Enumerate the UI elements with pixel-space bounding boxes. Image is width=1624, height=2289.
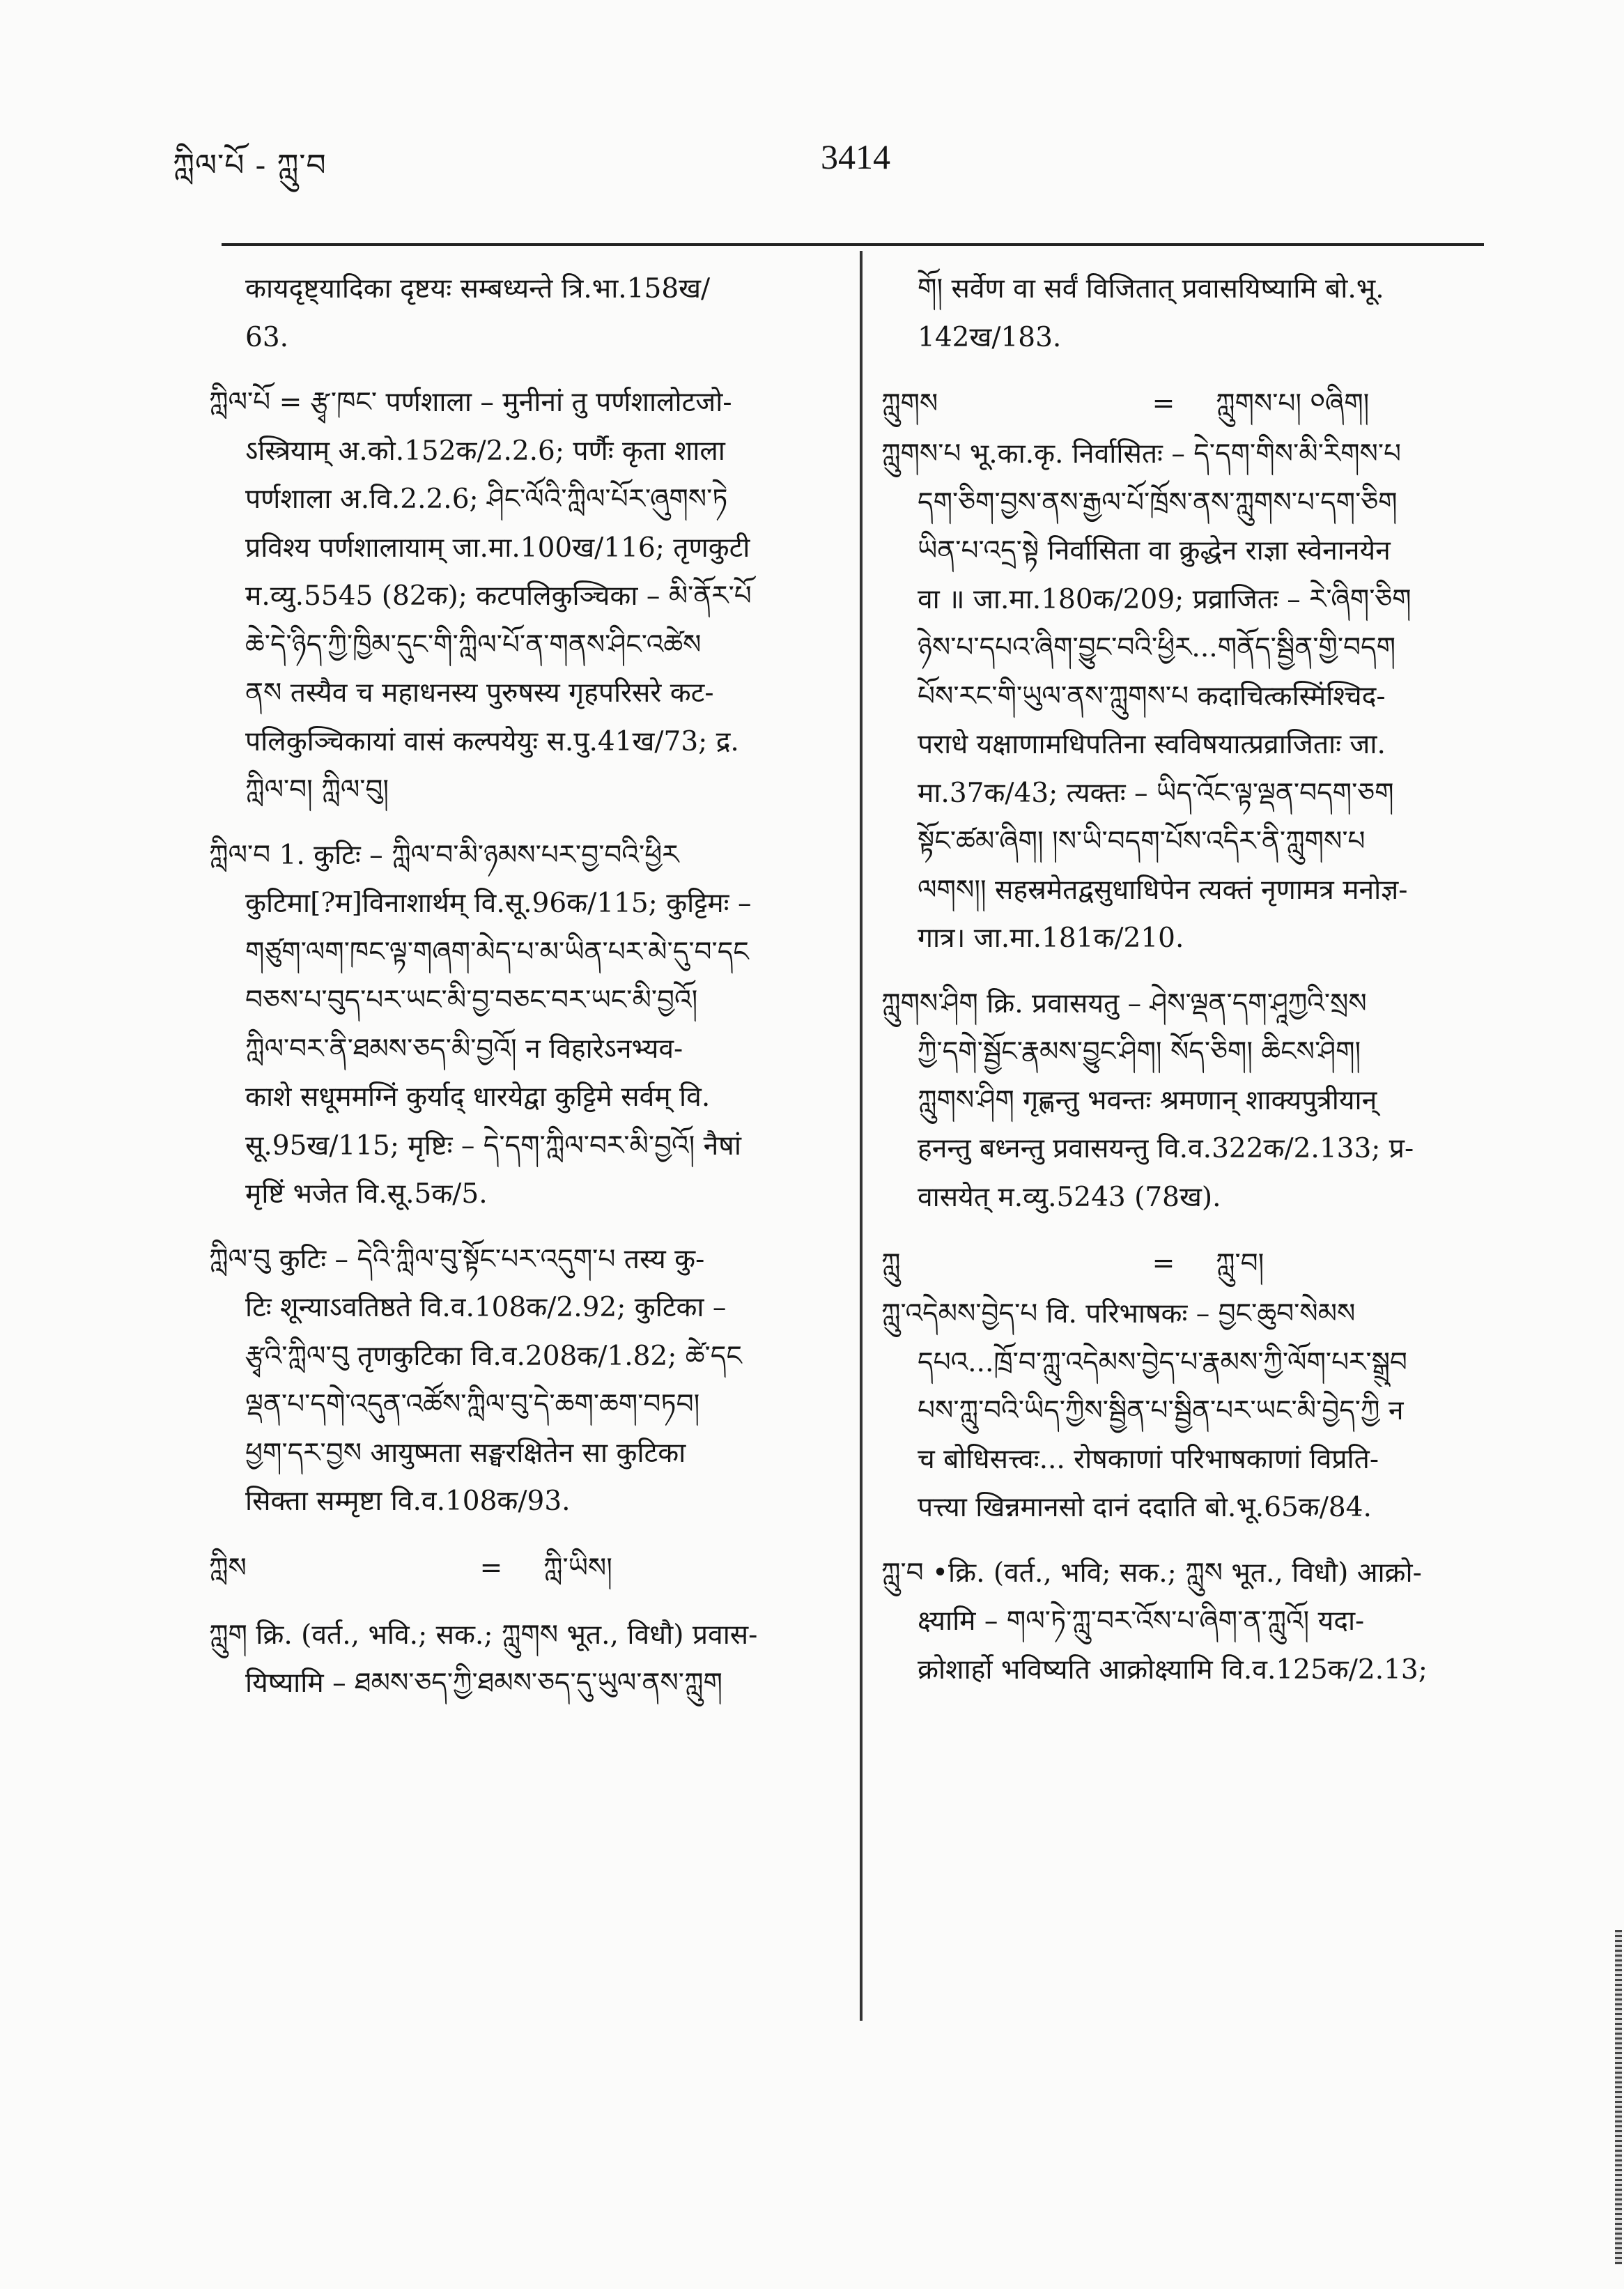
- text-line: ཉེས་པ་དཔའ་ཞིག་བྱུང་བའི་ཕྱིར...གནོད་སྦྱིན་གྱི་བདག: [918, 632, 1396, 663]
- text-line: क्ष्यामि – གལ་ཏེ་ཀླུ་བར་འོས་པ་ཞིག་ན་ཀླུའོ། यदा-: [918, 1605, 1365, 1637]
- text-line: प्रविश्य पर्णशालायाम् जा.मा.100ख/116; तृणकुटी: [245, 532, 750, 564]
- text-line: कुटिमा[?म]विनाशार्थम् वि.सू.96क/115; कुट्टिमः –: [245, 888, 752, 919]
- text-line: 142ख/183.: [918, 321, 1062, 353]
- entry-headword-line: ཀླིལ་བུ कुटिः – དེའི་ཀླིལ་བུ་སྟོང་པར་འདུག་པ तस्य कु-: [209, 1243, 705, 1275]
- text-line: དཔའ...ཁྲོ་བ་ཀླུ་འདེམས་བྱེད་པ་རྣམས་ཀྱི་ལོག་པར་སྒྲུབ: [918, 1346, 1407, 1378]
- text-line: ཡིན་པ་འདྲ་སྟེ निर्वासिता वा क्रुद्धेन राज्ञा स्वेनानयेन: [918, 535, 1391, 567]
- text-line: क्रोशार्हो भविष्यति आक्रोक्ष्यामि वि.व.125क/2.13;: [918, 1654, 1428, 1686]
- text-line: वासयेत् म.व्यु.5243 (78ख).: [918, 1181, 1221, 1213]
- cross-reference-line: [881, 1238, 1487, 1290]
- entry-headword-line: ཀླིལ་པོ = རྩྭ་ཁང་ पर्णशाला – मुनीनां तु पर्णशालोटजो-: [209, 387, 732, 418]
- text-line: པས་ཀླུ་བའི་ཡིད་ཀྱིས་སྦྱིན་པ་སྦྱིན་པར་ཡང་མི་བྱེད་ཀྱི न: [918, 1395, 1404, 1426]
- text-line: च बोधिसत्त्वः... रोषकाणां परिभाषकाणां विप्रति-: [918, 1443, 1379, 1475]
- page-number: 3414: [821, 137, 890, 176]
- text-line: ལྡན་པ་དགེ་འདུན་འཚོས་ཀླིལ་བུ་དེ་ཆག་ཆག་བཏབ།: [245, 1389, 700, 1420]
- entry-headword-line: ཀླུགས་ཤིག क्रि. प्रवासयतु – ཤེས་ལྡན་དག་ཤཱཀྱའི་སྲས: [881, 987, 1367, 1019]
- text-line: རྩྭའི་ཀླིལ་བུ तृणकुटिका वि.व.208क/1.82; ཚེ་དང: [245, 1340, 742, 1372]
- text-line: ནས तस्यैव च महाधनस्य पुरुषस्य गृहपरिसरे कट-: [245, 677, 714, 709]
- cross-reference-line: [881, 378, 1487, 430]
- entry-headword: ཀླིས: [209, 1552, 247, 1584]
- text-line: म.व्यु.5545 (82क); कटपलिकुञ्चिका – མི་ནོར་པོ: [245, 580, 752, 612]
- text-line: ལགས།། सहस्रमेतद्वसुधाधिपेन त्यक्तं नृणामत्र मनोज्ञ-: [918, 874, 1408, 906]
- cross-reference-target: ཀླུགས་པ། ༠ཞིག།: [1216, 388, 1370, 419]
- running-header: ཀླིལ་པོ - ཀླུ་བ: [173, 148, 327, 183]
- cross-reference-target: ཀླུ་བ།: [1216, 1248, 1265, 1279]
- entry-headword-line: ཀླུ་འདེམས་བྱེད་པ वि. परिभाषकः – བྱང་ཆུབ་སེམས: [881, 1298, 1356, 1330]
- right-column: [881, 265, 1487, 1694]
- text-line: पत्त्या खिन्नमानसो दानं ददाति बो.भू.65क/84.: [918, 1492, 1372, 1523]
- text-line: བཅས་པ་བུད་པར་ཡང་མི་བྱ་བཅང་བར་ཡང་མི་བྱའོ།: [245, 985, 698, 1016]
- text-line: དག་ཅིག་བྱས་ནས་རྒྱལ་པོ་ཁྲོས་ནས་ཀླུགས་པ་དག་ཅིག: [918, 486, 1398, 518]
- text-line: सिक्ता सम्मृष्टा वि.व.108क/93.: [245, 1486, 571, 1517]
- text-line: གཙུག་ལག་ཁང་ལྟ་གཞག་མེད་པ་མ་ཡིན་པར་མེ་དུ་བ་དང: [245, 936, 749, 968]
- text-line: ཆེ་དེ་ཉིད་ཀྱི་ཁྱིམ་དུང་གི་ཀླིལ་པོ་ན་གནས་ཤིང་འཚེས: [245, 629, 702, 661]
- text-line: གོ། सर्वेण वा सर्वं विजितात् प्रवासयिष्यामि बो.भू.: [918, 273, 1384, 305]
- text-line: यिष्यामि – ཐམས་ཅད་ཀྱི་ཐམས་ཅད་དུ་ཡུལ་ནས་ཀླུག: [245, 1667, 722, 1699]
- text-line: 63.: [245, 321, 289, 353]
- text-line: སྟོང་ཚམ་ཞིག། །ས་ཡི་བདག་པོས་འདིར་ནི་ཀླུགས་པ: [918, 826, 1366, 857]
- text-line: काशे सधूममग्निं कुर्याद् धारयेद्वा कुट्टिमे सर्वम् वि.: [245, 1081, 711, 1113]
- entry-headword-line: ཀླུག क्रि. (वर्त., भवि.; सक.; ཀླུགས भूत., विधौ) प्रवास-: [209, 1619, 758, 1651]
- text-line: मा.37क/43; त्यक्तः – ཡིད་འོང་ལྟ་ལྡན་བདག་ཅག: [918, 777, 1394, 809]
- text-line: सू.95ख/115; मृष्टिः – དེ་དག་ཀླིལ་བར་མི་བྱའོ། नैषां: [245, 1130, 741, 1162]
- equals-sign: =: [1152, 388, 1175, 419]
- entry-headword-line: ཀླུགས་པ भू.का.कृ. निर्वासितः – དེ་དག་གིས་མི་རིགས་པ: [881, 438, 1402, 470]
- text-line: वा ॥ जा.मा.180क/209; प्रव्राजितः – རེ་ཞིག་ཅིག: [918, 583, 1412, 615]
- column-divider: [860, 251, 863, 2021]
- text-line: པོས་རང་གི་ཡུལ་ནས་ཀླུགས་པ कदाचित्कस्मिंश्चिद-: [918, 680, 1386, 712]
- text-line: गात्र। जा.मा.181क/210.: [918, 923, 1184, 954]
- text-line: पर्णशाला अ.वि.2.2.6; ཤིང་ལོའི་ཀླིལ་པོར་ཞུགས་ཏེ: [245, 484, 728, 515]
- text-line: ཀླུགས་ཤིག गृह्णन्तु भवन्तः श्रमणान् शाक्यपुत्रीयान्: [918, 1084, 1377, 1116]
- entry-headword: ཀླུ: [881, 1248, 901, 1279]
- text-line: पलिकुञ्चिकायां वासं कल्पयेयुः स.पु.41ख/73; द्र.: [245, 725, 739, 757]
- entry-headword-line: ཀླིལ་བ 1. कुटिः – ཀླིལ་བ་མི་ཉམས་པར་བྱ་བའི་ཕྱིར: [209, 839, 679, 871]
- equals-sign: =: [479, 1552, 503, 1584]
- text-line: कायदृष्ट्यादिका दृष्टयः सम्बध्यन्ते त्रि.भा.158ख/: [245, 273, 711, 305]
- left-column: [209, 265, 815, 1708]
- text-line: ཀླིལ་བར་ནི་ཐམས་ཅད་མི་བྱའོ། न विहारेऽनभ्यव-: [245, 1033, 683, 1065]
- text-line: ཀྱི་དགེ་སྦྱོང་རྣམས་བྱུང་ཤིག། སོད་ཅིག། ཆིངས་ཤིག།: [918, 1036, 1361, 1068]
- header-rule: [222, 243, 1484, 246]
- text-line: टिः शून्याऽवतिष्ठते वि.व.108क/2.92; कुटिका –: [245, 1292, 727, 1323]
- text-line: हनन्तु बध्नन्तु प्रवासयन्तु वि.व.322क/2.133; प्र-: [918, 1133, 1414, 1164]
- text-line: मृष्टिं भजेत वि.सू.5क/5.: [245, 1178, 488, 1210]
- cross-reference-target: ཀླི་ཡིས།: [543, 1552, 612, 1584]
- text-line: ऽस्त्रियाम् अ.को.152क/2.2.6; पर्णैः कृता शाला: [245, 435, 725, 467]
- text-line: ཕྱག་དར་བྱས आयुष्मता सङ्घरक्षितेन सा कुटिका: [245, 1437, 686, 1469]
- entry-headword-line: ཀླུ་བ •क्रि. (वर्त., भवि; सक.; ཀླུས भूत., विधौ) आक्रो-: [881, 1557, 1422, 1589]
- cross-reference-line: [209, 1543, 815, 1594]
- text-line: पराधे यक्षाणामधिपतिना स्वविषयात्प्रव्राजिताः जा.: [918, 729, 1386, 760]
- entry-headword: ཀླུགས: [881, 388, 938, 419]
- scan-edge-mark: [1615, 1930, 1622, 2265]
- text-line: ཀླིལ་བ། ཀླིལ་བུ།: [245, 774, 389, 806]
- equals-sign: =: [1152, 1248, 1175, 1279]
